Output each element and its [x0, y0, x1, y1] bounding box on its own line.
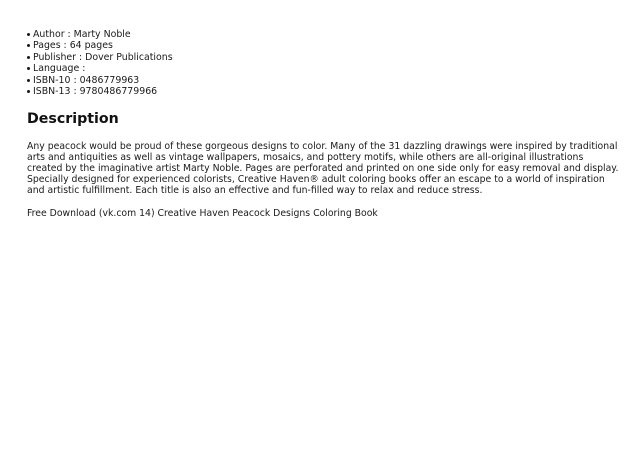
list-item-isbn-13 [27, 86, 173, 97]
list-item-author [27, 29, 173, 40]
bullet-icon [27, 33, 30, 36]
pages-text: Pages : 64 pages [33, 40, 113, 52]
description-paragraph [27, 141, 617, 196]
description-line: arts and antiquities as well as vintage wallpapers, mosaics, and pottery motifs, while others are all-original illustrations [27, 152, 584, 164]
bullet-icon [27, 44, 30, 47]
download-text: Free Download (vk.com 14) Creative Haven Peacock Designs Coloring Book [27, 208, 378, 219]
isbn-13-text: ISBN-13 : 9780486779966 [33, 86, 158, 98]
publisher-text: Publisher : Dover Publications [33, 51, 173, 63]
list-item-publisher [27, 52, 173, 63]
description-line: created by the imaginative artist Marty Noble. Pages are perforated and printed on one side only for easy removal and display. [27, 163, 619, 175]
description-heading: Description [27, 111, 119, 127]
book-details-list [27, 29, 173, 97]
bullet-icon [27, 67, 30, 70]
description-line: Any peacock would be proud of these gorgeous designs to color. Many of the 31 dazzling drawings were inspired by traditional [27, 141, 618, 152]
description-line: and artistic fulfillment. Each title is also an effective and fun-filled way to relax and reduce stress. [27, 185, 483, 197]
bullet-icon [27, 79, 30, 82]
bullet-icon [27, 90, 30, 93]
author-text: Author : Marty Noble [33, 29, 131, 40]
isbn-10-text: ISBN-10 : 0486779963 [33, 74, 140, 86]
language-text: Language : [33, 63, 86, 75]
description-line: Specially designed for experienced colorists, Creative Haven® adult coloring books offer an escape to a world of inspiration [27, 174, 605, 186]
list-item-isbn-10 [27, 75, 173, 86]
list-item-pages [27, 40, 173, 51]
list-item-language [27, 63, 173, 74]
bullet-icon [27, 56, 30, 59]
